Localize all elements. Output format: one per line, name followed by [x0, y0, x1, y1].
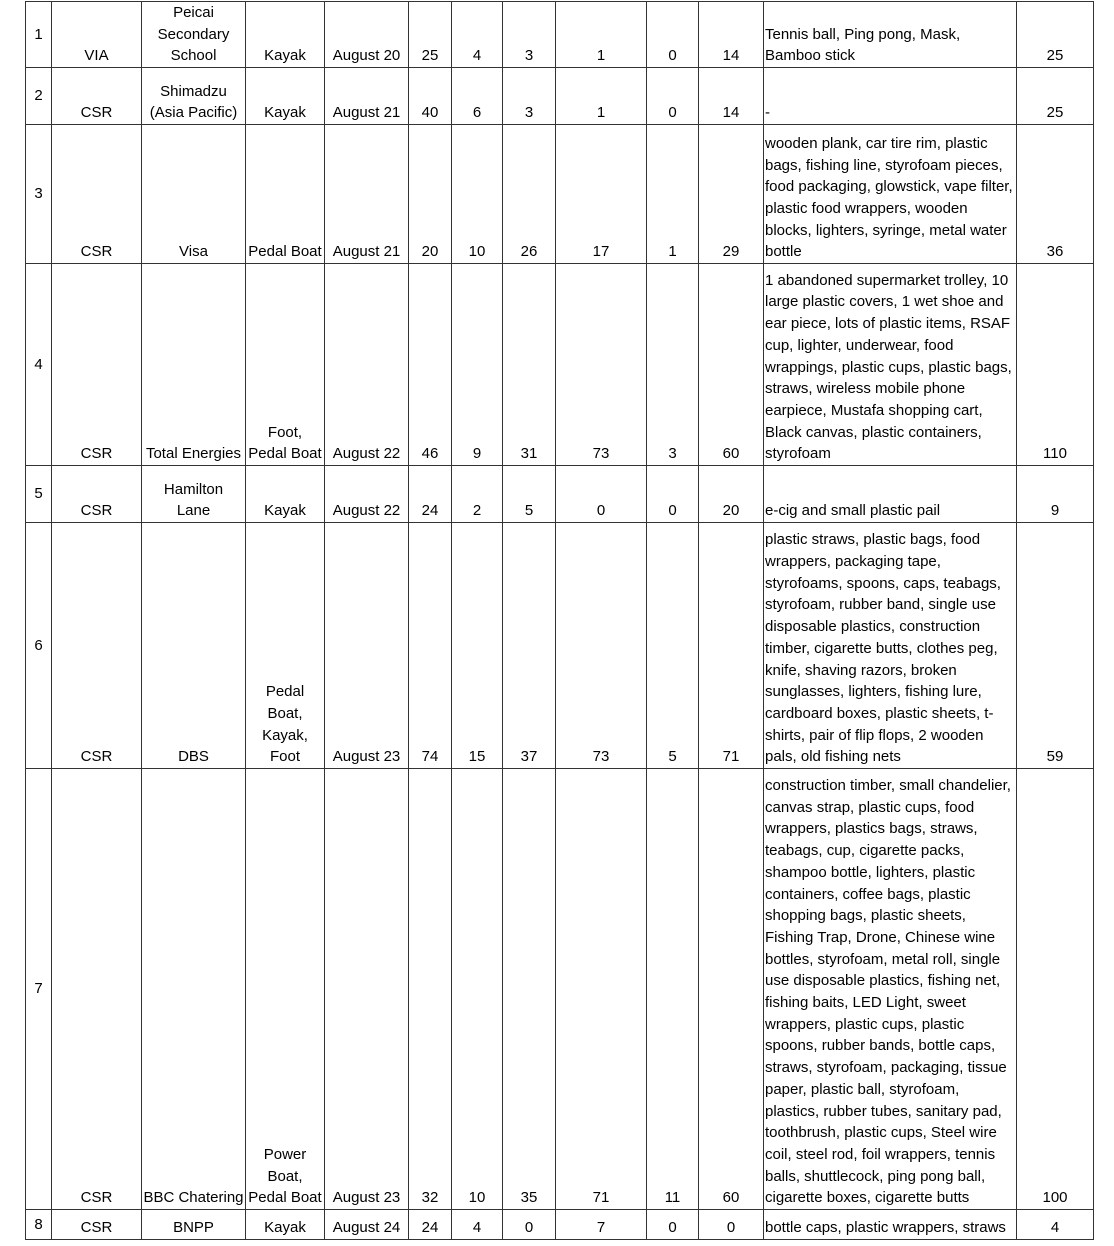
organisation-cell-line: Total Energies	[145, 445, 242, 463]
count-cell-c4: 1	[556, 2, 647, 68]
type-cell: CSR	[52, 1210, 142, 1240]
count-cell-c1: 74	[409, 523, 452, 769]
total-cell: 110	[1017, 264, 1094, 466]
table-row	[26, 125, 1094, 264]
count-cell-c1: 32	[409, 769, 452, 1210]
count-cell-c5: 0	[647, 2, 699, 68]
mode-cell-line: Boat,	[267, 705, 303, 722]
table-body	[26, 2, 1094, 1240]
table-row	[26, 769, 1094, 1210]
mode-cell-line: Pedal Boat	[248, 1189, 322, 1207]
mode-cell-line: Foot,	[267, 423, 303, 441]
organisation-cell-line: Hamilton	[163, 480, 224, 498]
count-cell-c3: 35	[503, 769, 556, 1210]
count-cell-c2: 4	[452, 2, 503, 68]
organisation-cell-line: (Asia Pacific)	[149, 104, 238, 122]
mode-cell-line: Kayak,	[262, 726, 308, 744]
count-cell-c5: 0	[647, 68, 699, 125]
date-cell: August 21	[325, 125, 409, 264]
count-cell-c5: 11	[647, 769, 699, 1210]
count-cell-c2: 15	[452, 523, 503, 769]
count-cell-c2: 2	[452, 466, 503, 523]
mode-cell	[246, 1210, 325, 1240]
table-row	[26, 264, 1094, 466]
row-number-cell: 3	[26, 125, 52, 264]
mode-cell-line: Kayak	[264, 104, 306, 122]
count-cell-c6: 14	[699, 68, 764, 125]
items-found-cell: bottle caps, plastic wrappers, straws	[764, 1210, 1017, 1240]
date-cell: August 22	[325, 264, 409, 466]
items-found-cell: wooden plank, car tire rim, plastic bags, fishing line, styrofoam pieces, food packaging, glowstick, vape filter, plastic food wrappers, wooden blocks, lighters, syringe, metal water bottle	[764, 125, 1017, 264]
total-cell: 4	[1017, 1210, 1094, 1240]
count-cell-c1: 46	[409, 264, 452, 466]
mode-cell	[246, 68, 325, 125]
date-cell: August 22	[325, 466, 409, 523]
count-cell-c6: 0	[699, 1210, 764, 1240]
count-cell-c6: 60	[699, 264, 764, 466]
type-cell: CSR	[52, 769, 142, 1210]
count-cell-c4: 7	[556, 1210, 647, 1240]
count-cell-c1: 24	[409, 1210, 452, 1240]
date-cell: August 23	[325, 769, 409, 1210]
total-cell: 25	[1017, 2, 1094, 68]
count-cell-c3: 37	[503, 523, 556, 769]
mode-cell	[246, 523, 325, 769]
organisation-cell	[142, 769, 246, 1210]
date-cell: August 23	[325, 523, 409, 769]
row-number-cell: 5	[26, 466, 52, 523]
organisation-cell	[142, 68, 246, 125]
row-number-cell: 7	[26, 769, 52, 1210]
date-cell: August 20	[325, 2, 409, 68]
items-found-cell: e-cig and small plastic pail	[764, 466, 1017, 523]
mode-cell-line: Foot	[269, 748, 300, 766]
organisation-cell	[142, 125, 246, 264]
organisation-cell-line: BNPP	[173, 1219, 214, 1237]
organisation-cell-line: DBS	[178, 748, 209, 766]
count-cell-c2: 10	[452, 769, 503, 1210]
count-cell-c4: 73	[556, 523, 647, 769]
organisation-cell	[142, 2, 246, 68]
row-number-cell: 8	[26, 1210, 52, 1240]
total-cell: 25	[1017, 68, 1094, 125]
table-row	[26, 1210, 1094, 1240]
table-row	[26, 466, 1094, 523]
items-found-cell: plastic straws, plastic bags, food wrappers, packaging tape, styrofoams, spoons, caps, teabags, styrofoam, rubber band, single use disposable plastics, construction timber, cigarette butts, clothes peg, knife, shaving razors, broken sunglasses, lighters, fishing lure, cardboard boxes, plastic sheets, t-shirts, pair of flip flops, 2 wooden pals, old fishing nets	[764, 523, 1017, 769]
count-cell-c3: 3	[503, 68, 556, 125]
count-cell-c2: 9	[452, 264, 503, 466]
mode-cell	[246, 2, 325, 68]
count-cell-c1: 40	[409, 68, 452, 125]
count-cell-c1: 20	[409, 125, 452, 264]
table-row	[26, 2, 1094, 68]
table-row	[26, 68, 1094, 125]
count-cell-c5: 3	[647, 264, 699, 466]
row-number-cell: 2	[26, 68, 52, 125]
date-cell: August 21	[325, 68, 409, 125]
count-cell-c6: 20	[699, 466, 764, 523]
count-cell-c3: 26	[503, 125, 556, 264]
count-cell-c6: 71	[699, 523, 764, 769]
total-cell: 59	[1017, 523, 1094, 769]
type-cell: CSR	[52, 264, 142, 466]
mode-cell-line: Pedal Boat	[248, 243, 322, 261]
mode-cell-line: Power	[263, 1146, 307, 1163]
count-cell-c2: 4	[452, 1210, 503, 1240]
organisation-cell-line: Peicai	[173, 4, 214, 21]
items-found-cell: -	[764, 68, 1017, 125]
organisation-cell	[142, 264, 246, 466]
count-cell-c3: 5	[503, 466, 556, 523]
date-cell: August 24	[325, 1210, 409, 1240]
organisation-cell	[142, 523, 246, 769]
count-cell-c6: 14	[699, 2, 764, 68]
organisation-cell-line: BBC Chatering	[143, 1189, 244, 1207]
mode-cell	[246, 264, 325, 466]
type-cell: VIA	[52, 2, 142, 68]
items-found-cell: construction timber, small chandelier, canvas strap, plastic cups, food wrappers, plastics bags, straws, teabags, cup, cigarette packs, shampoo bottle, lighters, plastic containers, coffee bags, plastic shopping bags, plastic sheets, Fishing Trap, Drone, Chinese wine bottles, styrofoam, metal roll, single use disposable plastics, fishing net, fishing baits, LED Light, sweet wrappers, plastic cups, plastic spoons, rubber bands, bottle caps, straws, styrofoam, packaging, tissue paper, plastic ball, styrofoam, plastics, rubber tubes, sanitary pad, toothbrush, plastic cups, Steel wire coil, steel rod, foil wrappers, tennis balls, shuttlecock, ping pong ball, cigarette boxes, cigarette butts	[764, 769, 1017, 1210]
mode-cell-line: Kayak	[264, 47, 306, 65]
count-cell-c3: 31	[503, 264, 556, 466]
mode-cell-line: Pedal	[265, 683, 305, 701]
mode-cell-line: Kayak	[264, 502, 306, 520]
count-cell-c6: 60	[699, 769, 764, 1210]
count-cell-c4: 17	[556, 125, 647, 264]
count-cell-c4: 0	[556, 466, 647, 523]
count-cell-c4: 73	[556, 264, 647, 466]
organisation-cell	[142, 1210, 246, 1240]
row-number-cell: 1	[26, 2, 52, 68]
organisation-cell-line: Visa	[179, 243, 208, 261]
type-cell: CSR	[52, 466, 142, 523]
count-cell-c5: 1	[647, 125, 699, 264]
mode-cell	[246, 125, 325, 264]
type-cell: CSR	[52, 125, 142, 264]
count-cell-c4: 71	[556, 769, 647, 1210]
count-cell-c1: 24	[409, 466, 452, 523]
count-cell-c5: 5	[647, 523, 699, 769]
organisation-cell-line: School	[170, 47, 217, 65]
row-number-cell: 6	[26, 523, 52, 769]
organisation-cell-line: Secondary	[157, 25, 230, 43]
count-cell-c2: 10	[452, 125, 503, 264]
organisation-cell-line: Shimadzu	[160, 82, 227, 100]
cleanup-log-table	[25, 1, 1094, 1240]
items-found-cell: Tennis ball, Ping pong, Mask, Bamboo stick	[764, 2, 1017, 68]
count-cell-c6: 29	[699, 125, 764, 264]
table-row	[26, 523, 1094, 769]
count-cell-c3: 3	[503, 2, 556, 68]
mode-cell-line: Pedal Boat	[248, 445, 322, 463]
row-number-cell: 4	[26, 264, 52, 466]
count-cell-c2: 6	[452, 68, 503, 125]
mode-cell-line: Kayak	[264, 1219, 306, 1237]
type-cell: CSR	[52, 523, 142, 769]
total-cell: 9	[1017, 466, 1094, 523]
mode-cell	[246, 466, 325, 523]
type-cell: CSR	[52, 68, 142, 125]
count-cell-c5: 0	[647, 1210, 699, 1240]
count-cell-c1: 25	[409, 2, 452, 68]
count-cell-c4: 1	[556, 68, 647, 125]
organisation-cell-line: Lane	[176, 502, 211, 520]
total-cell: 100	[1017, 769, 1094, 1210]
organisation-cell	[142, 466, 246, 523]
items-found-cell: 1 abandoned supermarket trolley, 10 large plastic covers, 1 wet shoe and ear piece, lots of plastic items, RSAF cup, lighter, underwear, food wrappings, plastic cups, plastic bags, straws, wireless mobile phone earpiece, Mustafa shopping cart, Black canvas, plastic containers, styrofoam	[764, 264, 1017, 466]
mode-cell-line: Boat,	[267, 1167, 303, 1185]
total-cell: 36	[1017, 125, 1094, 264]
count-cell-c5: 0	[647, 466, 699, 523]
mode-cell	[246, 769, 325, 1210]
count-cell-c3: 0	[503, 1210, 556, 1240]
